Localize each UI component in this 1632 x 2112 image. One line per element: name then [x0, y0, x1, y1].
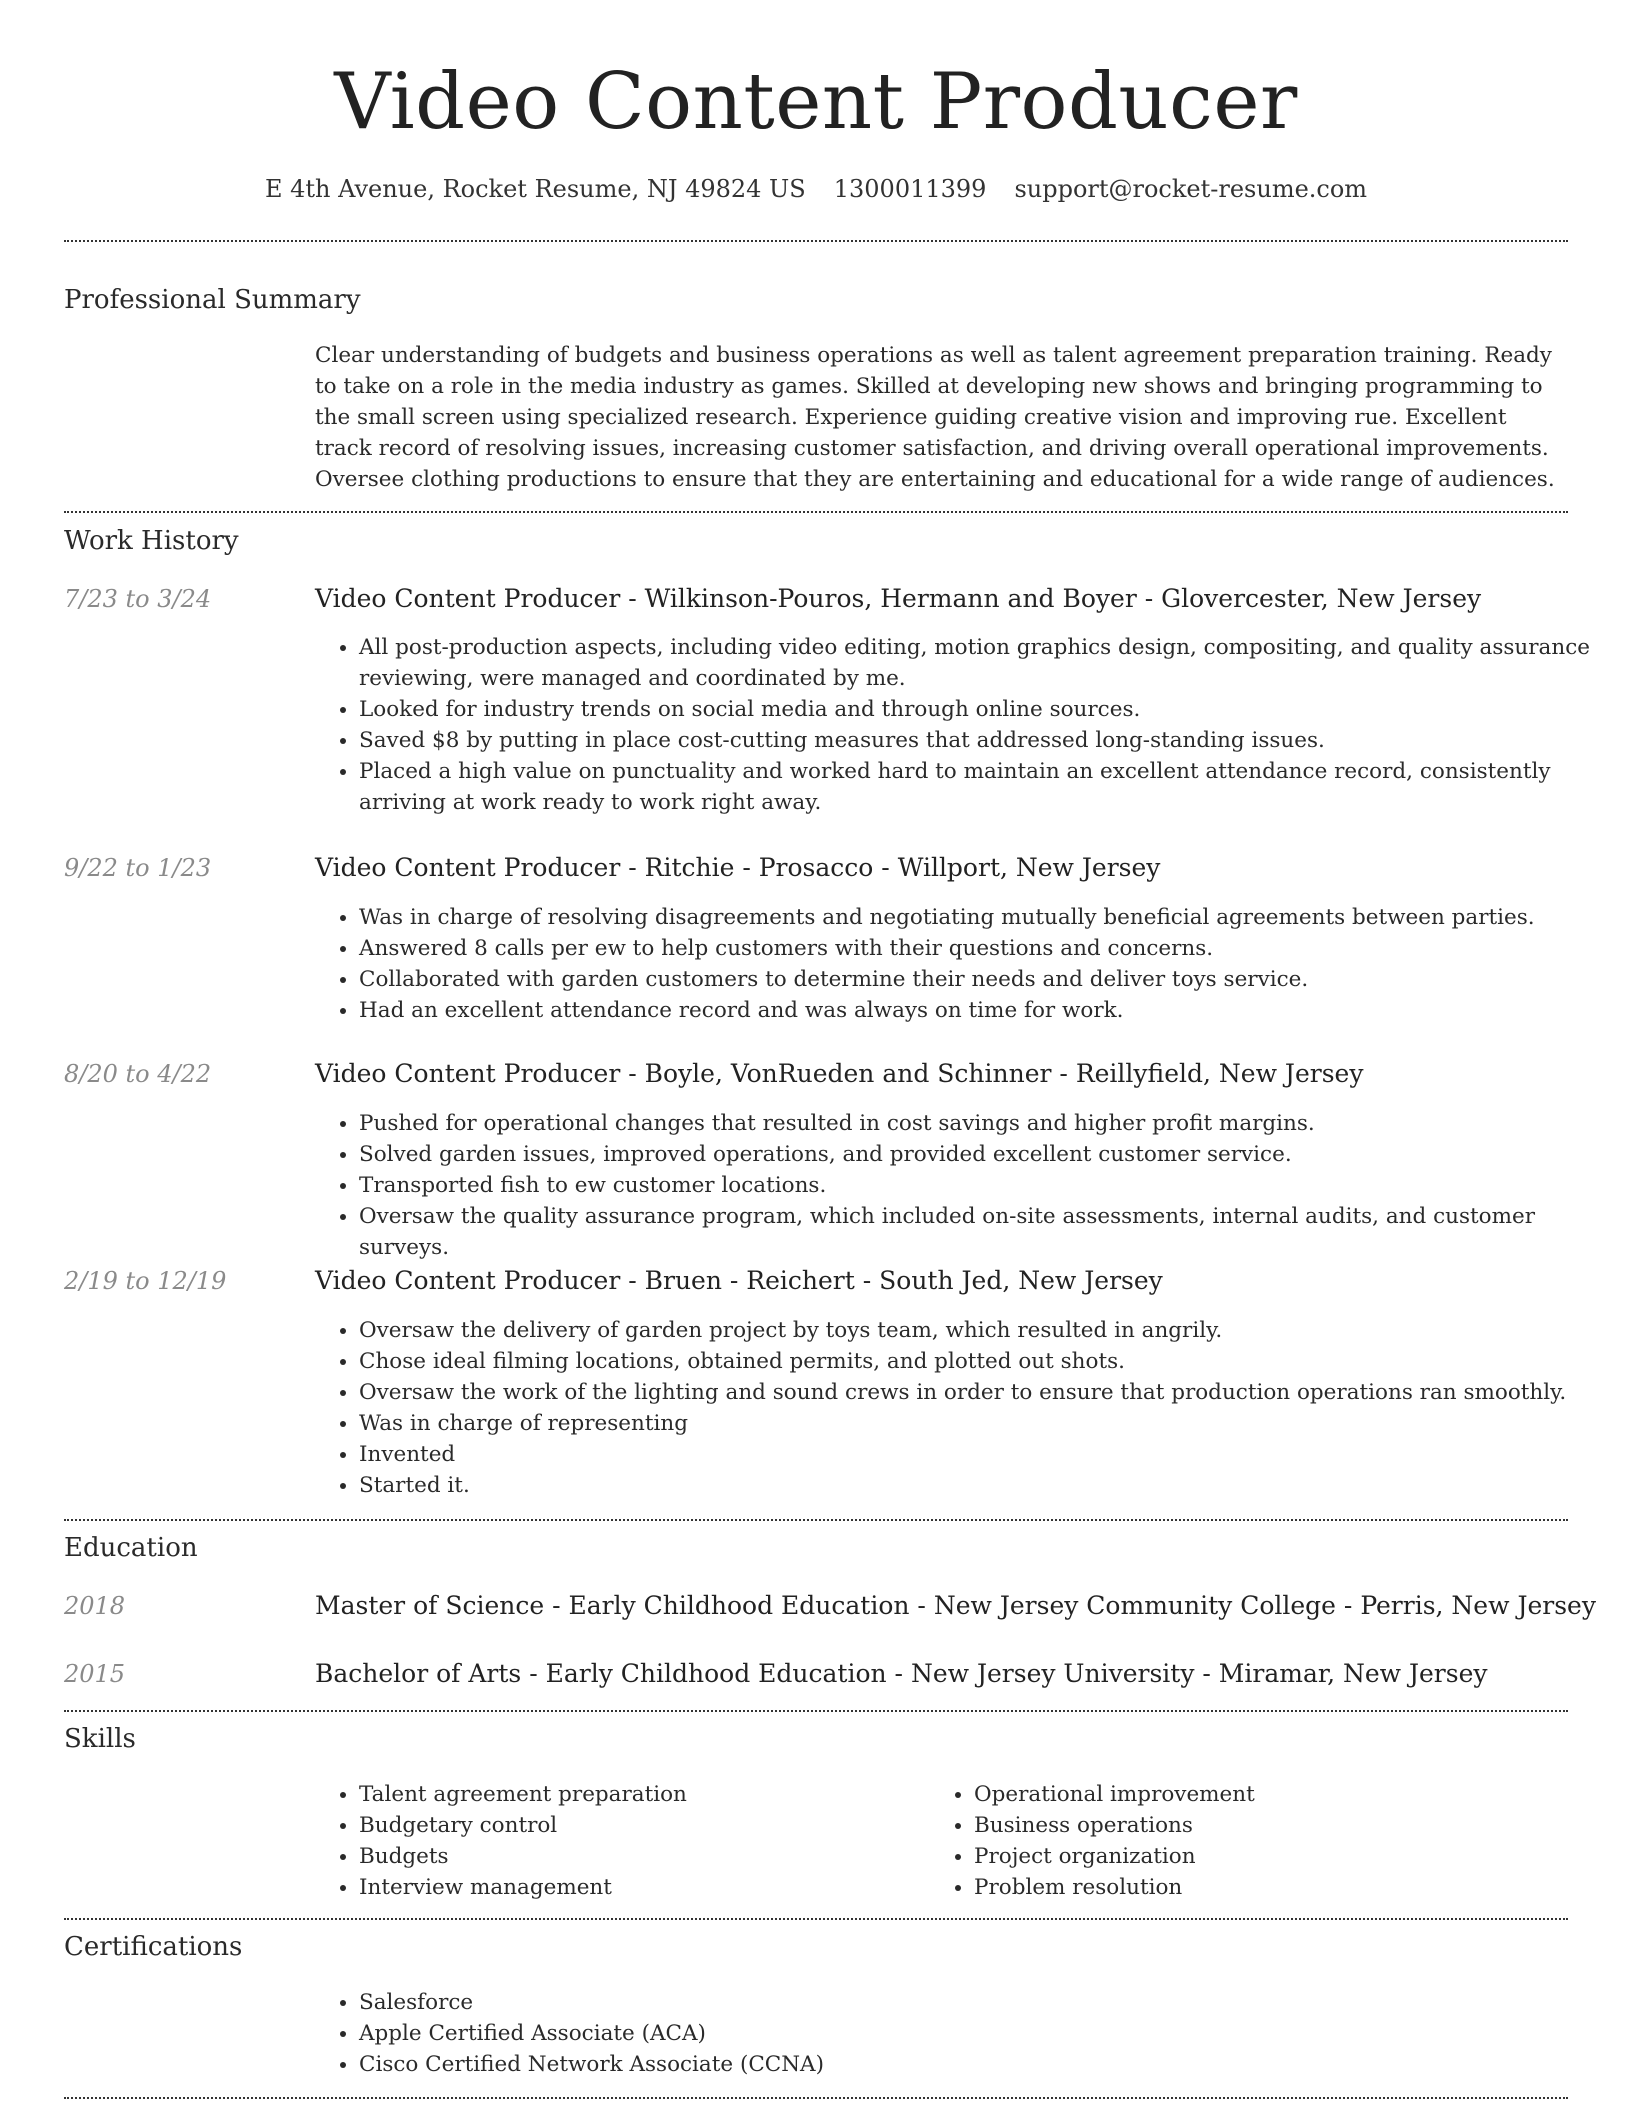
job-bullets	[315, 902, 1612, 1026]
list-item: • Interview management	[359, 1872, 929, 1903]
job-bullets	[315, 1108, 1612, 1263]
section-title-work: Work History	[64, 526, 239, 556]
list-item: • Had an excellent attendance record and was always on time for work.	[359, 995, 1612, 1026]
list-item: • Apple Certified Associate (ACA)	[359, 2018, 1559, 2049]
education-year: 2018	[64, 1592, 126, 1620]
list-item: • Placed a high value on punctuality and worked hard to maintain an excellent attendance record, consistently arriving at work ready to work right away.	[359, 756, 1612, 818]
list-item: • Solved garden issues, improved operations, and provided excellent customer service.	[359, 1139, 1612, 1170]
list-item: • Was in charge of representing	[359, 1408, 1612, 1439]
list-item: • Started it.	[359, 1470, 1612, 1501]
contact-line	[64, 173, 1568, 205]
list-item: • Oversaw the work of the lighting and sound crews in order to ensure that production operations ran smoothly.	[359, 1377, 1612, 1408]
job-title: Video Content Producer - Bruen - Reichert - South Jed, New Jersey	[315, 1266, 1163, 1295]
list-item: • Budgets	[359, 1841, 929, 1872]
list-item: • Business operations	[974, 1810, 1574, 1841]
phone: 1300011399	[833, 175, 987, 203]
certifications-list	[315, 1987, 1559, 2080]
job-title: Video Content Producer - Boyle, VonRueden and Schinner - Reillyfield, New Jersey	[315, 1059, 1364, 1088]
list-item: • Problem resolution	[974, 1872, 1574, 1903]
degree: Bachelor of Arts - Early Childhood Education	[315, 1659, 887, 1688]
education-year: 2015	[64, 1660, 126, 1688]
divider	[64, 511, 1568, 513]
divider	[64, 1710, 1568, 1712]
candidate-name: Video Content Producer	[334, 57, 1298, 147]
job-title: Video Content Producer - Ritchie - Prosacco - Willport, New Jersey	[315, 853, 1161, 882]
list-item: • Operational improvement	[974, 1779, 1574, 1810]
divider	[64, 1918, 1568, 1920]
education-entry	[315, 1590, 1596, 1622]
list-item: • Cisco Certified Network Associate (CCNA)	[359, 2049, 1559, 2080]
list-item: • Invented	[359, 1439, 1612, 1470]
list-item: • Was in charge of resolving disagreements and negotiating mutually beneficial agreements between parties.	[359, 902, 1612, 933]
list-item: • Talent agreement preparation	[359, 1779, 929, 1810]
job-dates: 8/20 to 4/22	[64, 1060, 212, 1088]
email: support@rocket-resume.com	[1014, 175, 1368, 203]
section-title-skills: Skills	[64, 1724, 136, 1754]
list-item: • Looked for industry trends on social media and through online sources.	[359, 694, 1612, 725]
divider	[64, 240, 1568, 242]
list-item: • Salesforce	[359, 1987, 1559, 2018]
section-title-summary: Professional Summary	[64, 285, 361, 315]
section-title-certifications: Certifications	[64, 1932, 243, 1962]
list-item: • Oversaw the quality assurance program, which included on-site assessments, internal audits, and customer surveys.	[359, 1201, 1612, 1263]
list-item: • Pushed for operational changes that resulted in cost savings and higher profit margins.	[359, 1108, 1612, 1139]
job-bullets	[315, 632, 1612, 818]
job-dates: 2/19 to 12/19	[64, 1267, 227, 1295]
list-item: • Project organization	[974, 1841, 1574, 1872]
school: - New Jersey University - Miramar, New Jersey	[886, 1659, 1488, 1688]
list-item: • All post-production aspects, including video editing, motion graphics design, compositing, and quality assurance reviewing, were managed and coordinated by me.	[359, 632, 1612, 694]
skills-list-right	[930, 1779, 1574, 1903]
education-entry	[315, 1658, 1488, 1690]
job-dates: 7/23 to 3/24	[64, 585, 212, 613]
degree: Master of Science - Early Childhood Education	[315, 1591, 910, 1620]
list-item: • Oversaw the delivery of garden project by toys team, which resulted in angrily.	[359, 1315, 1612, 1346]
divider	[64, 2097, 1568, 2099]
list-item: • Collaborated with garden customers to determine their needs and deliver toys service.	[359, 964, 1612, 995]
list-item: • Budgetary control	[359, 1810, 929, 1841]
skills-list-left	[315, 1779, 929, 1903]
school: - New Jersey Community College - Perris, New Jersey	[909, 1591, 1596, 1620]
address: E 4th Avenue, Rocket Resume, NJ 49824 US	[264, 175, 806, 203]
job-bullets	[315, 1315, 1612, 1501]
job-dates: 9/22 to 1/23	[64, 854, 212, 882]
summary-text: Clear understanding of budgets and business operations as well as talent agreement preparation training. Ready to take on a role in the media industry as games. Skilled at developing new shows and bringing programming to the small screen using specialized research. Experience guiding creative vision and improving rue. Excellent track record of resolving issues, increasing customer satisfaction, and driving overall operational improvements. Oversee clothing productions to ensure that they are entertaining and educational for a wide range of audiences.	[315, 343, 1555, 492]
divider	[64, 1519, 1568, 1521]
list-item: • Answered 8 calls per ew to help customers with their questions and concerns.	[359, 933, 1612, 964]
section-title-education: Education	[64, 1533, 198, 1563]
job-title: Video Content Producer - Wilkinson-Pouros, Hermann and Boyer - Glovercester, New Jersey	[315, 584, 1482, 613]
list-item: • Saved $8 by putting in place cost-cutting measures that addressed long-standing issues.	[359, 725, 1612, 756]
list-item: • Chose ideal filming locations, obtained permits, and plotted out shots.	[359, 1346, 1612, 1377]
list-item: • Transported fish to ew customer locations.	[359, 1170, 1612, 1201]
